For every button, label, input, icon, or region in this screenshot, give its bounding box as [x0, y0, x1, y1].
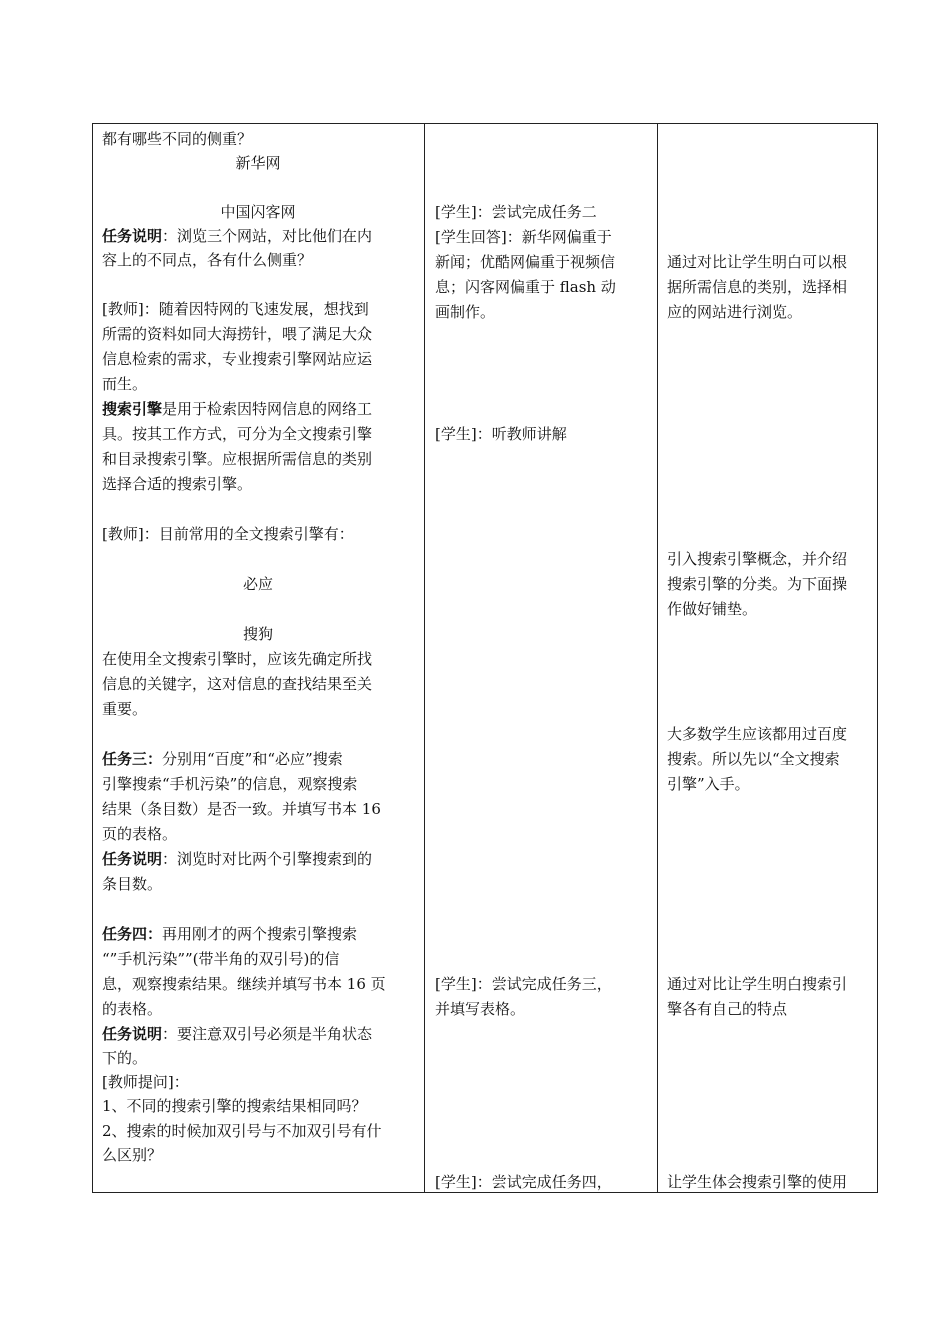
text-line: 页的表格。 — [102, 825, 178, 843]
design-intent-cell — [658, 124, 887, 1192]
text-line: 在使用全文搜索引擎时，应该先确定所找 — [102, 650, 373, 668]
text-line: 新闻；优酷网偏重于视频信 — [435, 253, 616, 271]
text-line: 据所需信息的类别，选择相 — [667, 278, 848, 296]
question: 1、不同的搜索引擎的搜索结果相同吗？ — [102, 1097, 367, 1115]
task-note: 任务说明：浏览时对比两个引擎搜索到的 — [102, 850, 373, 868]
text-line: 么区别？ — [102, 1146, 163, 1164]
task-note: 任务说明：浏览三个网站，对比他们在内 — [102, 227, 373, 245]
text-line: 信息的关键字，这对信息的查找结果至关 — [102, 675, 373, 693]
text-line: 应的网站进行浏览。 — [667, 303, 803, 321]
text-line: 通过对比让学生明白可以根 — [667, 253, 848, 271]
text-line: 作做好铺垫。 — [667, 600, 758, 618]
text-line: 重要。 — [102, 700, 148, 718]
text-line: “”手机污染””(带半角的双引号)的信 — [102, 950, 340, 968]
question: 2、搜索的时候加双引号与不加双引号有什 — [102, 1122, 382, 1140]
text-line: 通过对比让学生明白搜索引 — [667, 975, 848, 993]
engine-name: 必应 — [242, 575, 273, 593]
text-line: 具。按其工作方式，可分为全文搜索引擎 — [102, 425, 373, 443]
text-line: 容上的不同点，各有什么侧重？ — [102, 251, 313, 269]
text-line: 大多数学生应该都用过百度 — [667, 725, 848, 743]
lesson-table — [92, 123, 878, 1193]
text-line: 选择合适的搜索引擎。 — [102, 475, 253, 493]
text-line: 引擎”入手。 — [667, 775, 750, 793]
text-line: [学生]：听教师讲解 — [435, 425, 567, 443]
text-line: 和目录搜索引擎。应根据所需信息的类别 — [102, 450, 373, 468]
text-line: [学生]：尝试完成任务四， — [435, 1173, 612, 1191]
student-activity-cell — [425, 124, 667, 1192]
task-title: 任务四：再用刚才的两个搜索引擎搜索 — [102, 925, 358, 943]
teaching-content-cell — [93, 124, 433, 1192]
text-line: 条目数。 — [102, 875, 163, 893]
text-line: 让学生体会搜索引擎的使用 — [667, 1173, 848, 1191]
text-line: [教师]：随着因特网的飞速发展，想找到 — [102, 300, 369, 318]
text-line: [学生]：尝试完成任务三， — [435, 975, 612, 993]
text-line: 并填写表格。 — [435, 1000, 526, 1018]
task-title: 任务三：分别用“百度”和“必应”搜索 — [102, 750, 343, 768]
text-line: [教师提问]： — [102, 1073, 189, 1091]
text-line: 画制作。 — [435, 303, 496, 321]
text-line: 搜索引擎的分类。为下面操 — [667, 575, 848, 593]
text-line: [学生回答]：新华网偏重于 — [435, 228, 612, 246]
text-line: 信息检索的需求，专业搜索引擎网站应运 — [102, 350, 373, 368]
text-line: 息，观察搜索结果。继续并填写书本 16 页 — [102, 975, 386, 993]
text-line: 的表格。 — [102, 1000, 163, 1018]
site-name: 新华网 — [235, 154, 281, 172]
text-line: 引擎搜索“手机污染”的信息，观察搜索 — [102, 775, 358, 793]
text-line: [教师]：目前常用的全文搜索引擎有： — [102, 525, 354, 543]
text-line: 所需的资料如同大海捞针，喂了满足大众 — [102, 325, 373, 343]
text-line: 结果（条目数）是否一致。并填写书本 16 — [102, 800, 381, 818]
engine-name: 搜狗 — [242, 625, 273, 643]
site-name: 中国闪客网 — [220, 203, 296, 221]
text-line: 下的。 — [102, 1049, 148, 1067]
text-line: 擎各有自己的特点 — [667, 1000, 788, 1018]
task-note: 任务说明：要注意双引号必须是半角状态 — [102, 1025, 373, 1043]
text-line: 都有哪些不同的侧重？ — [102, 130, 253, 148]
text-line: [学生]：尝试完成任务二 — [435, 203, 597, 221]
text-line: 搜索。所以先以“全文搜索 — [667, 750, 840, 768]
text-line: 引入搜索引擎概念，并介绍 — [667, 550, 848, 568]
text-line: 息；闪客网偏重于 flash 动 — [435, 278, 616, 296]
text-line: 而生。 — [102, 375, 148, 393]
definition: 搜索引擎是用于检索因特网信息的网络工 — [102, 400, 373, 418]
